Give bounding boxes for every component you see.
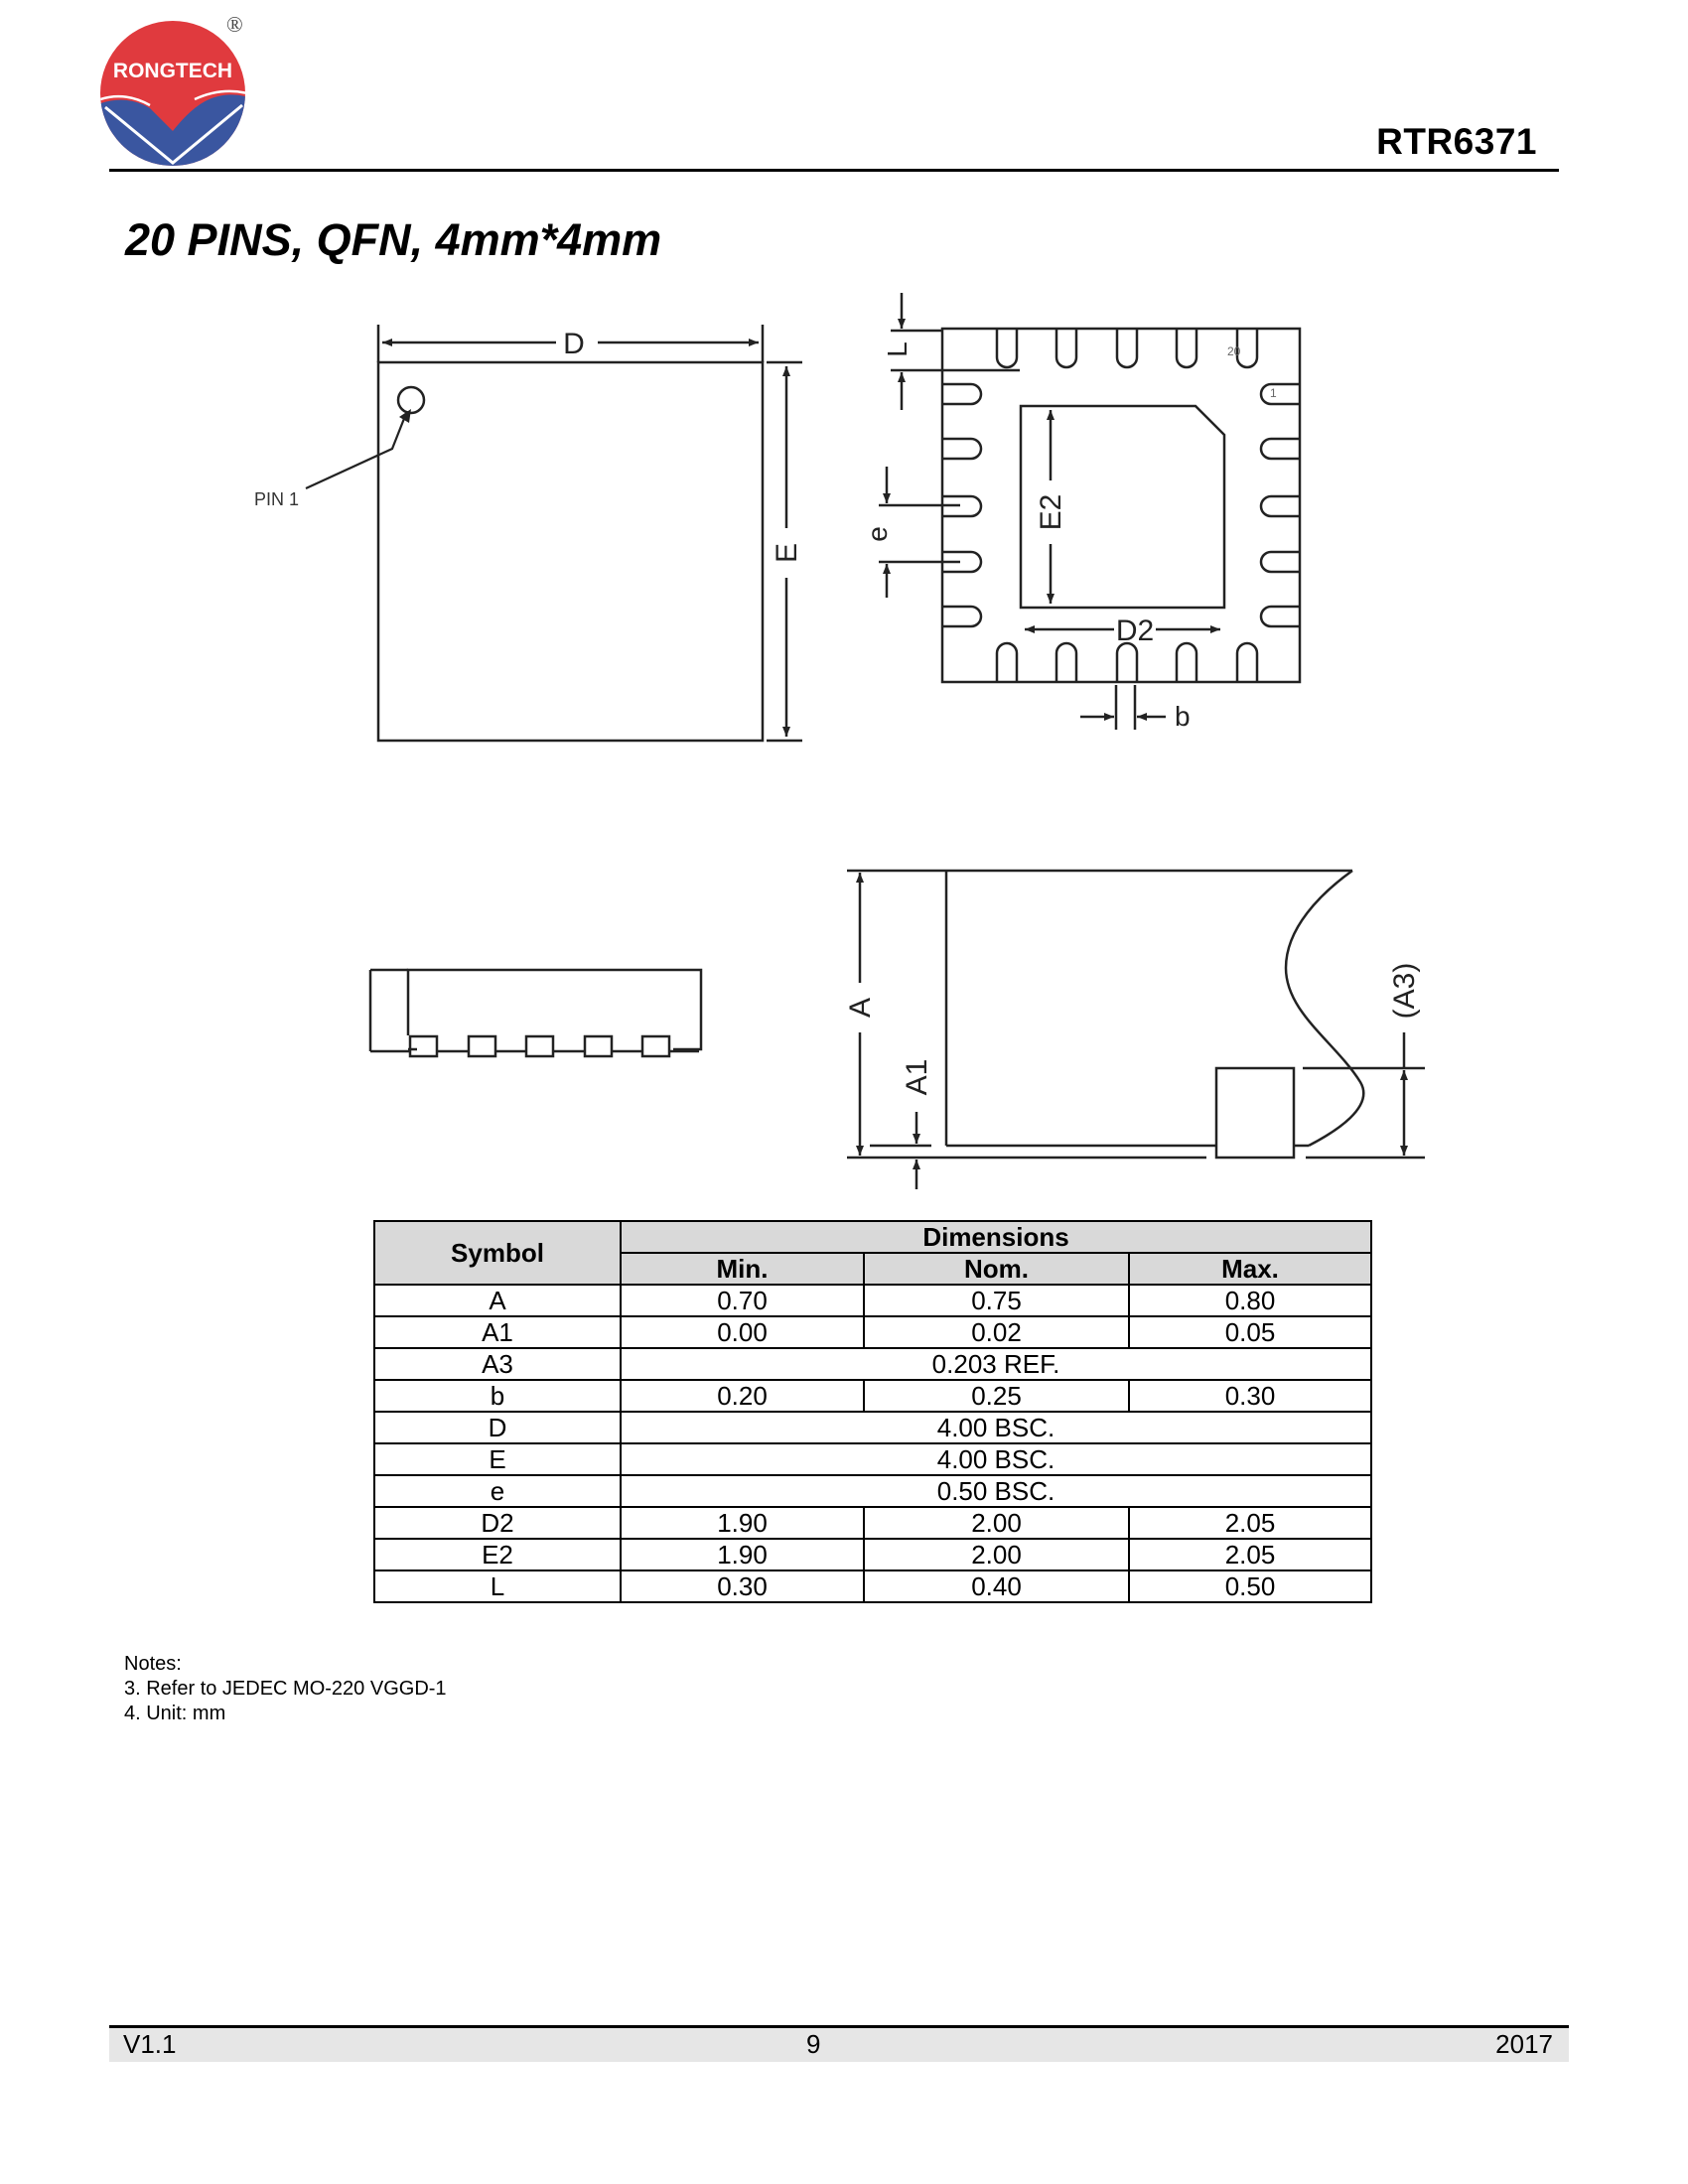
pin20-label: 20 [1227,344,1241,358]
cell-symbol: D [374,1412,621,1443]
note-item: 3. Refer to JEDEC MO-220 VGGD-1 [124,1678,447,1700]
svg-text:RONGTECH: RONGTECH [112,60,233,82]
cell-symbol: A [374,1285,621,1316]
cell-nom: 0.25 [864,1380,1129,1412]
top-view [306,325,802,741]
dim-label-d: D [563,328,585,360]
cell-span: 4.00 BSC. [621,1412,1371,1443]
cell-max: 2.05 [1129,1507,1371,1539]
dim-label-a: A [844,997,877,1019]
notes-heading: Notes: [124,1653,182,1675]
cell-min: 0.20 [621,1380,864,1412]
page-title: 20 PINS, QFN, 4mm*4mm [125,214,662,265]
table-row [374,1412,1371,1443]
table-row [374,1443,1371,1475]
cell-symbol: e [374,1475,621,1507]
cell-span: 0.203 REF. [621,1348,1371,1380]
header-max: Max. [1129,1253,1371,1285]
header-min: Min. [621,1253,864,1285]
dimensions-table [373,1220,1372,1603]
cell-symbol: E2 [374,1539,621,1570]
cell-span: 0.50 BSC. [621,1475,1371,1507]
cell-nom: 2.00 [864,1507,1129,1539]
cell-min: 0.00 [621,1316,864,1348]
note-item: 4. Unit: mm [124,1703,226,1724]
part-number: RTR6371 [1376,121,1537,162]
table-row [374,1507,1371,1539]
cell-max: 0.50 [1129,1570,1371,1602]
pin1-label: PIN 1 [254,489,300,509]
dim-label-l: L [882,341,913,357]
cell-min: 0.70 [621,1285,864,1316]
table-row [374,1539,1371,1570]
cell-nom: 2.00 [864,1539,1129,1570]
cell-symbol: A3 [374,1348,621,1380]
cell-min: 0.30 [621,1570,864,1602]
notes [124,1652,447,1726]
cell-nom: 0.02 [864,1316,1129,1348]
table-row [374,1285,1371,1316]
cell-max: 2.05 [1129,1539,1371,1570]
dim-label-d2: D2 [1115,614,1155,647]
page-number: 9 [806,2029,821,2059]
dim-label-b: b [1175,701,1191,732]
footer-year: 2017 [1495,2029,1553,2059]
cell-max: 0.80 [1129,1285,1371,1316]
header-symbol: Symbol [374,1221,621,1285]
table-row [374,1348,1371,1380]
side-view-small [370,970,701,1056]
table-row [374,1380,1371,1412]
table-row [374,1475,1371,1507]
table-row [374,1570,1371,1602]
footer-bar [109,2028,1569,2062]
dim-label-e: E [771,542,803,564]
dim-label-e2: E2 [1035,493,1067,531]
header-dimensions: Dimensions [621,1221,1371,1253]
dim-label-a1: A1 [901,1058,933,1096]
cell-symbol: b [374,1380,621,1412]
cell-symbol: L [374,1570,621,1602]
cell-max: 0.30 [1129,1380,1371,1412]
pin1-bottom-label: 1 [1270,386,1277,400]
dim-label-e-pitch: e [862,526,893,542]
dim-label-a3: (A3) [1388,962,1421,1020]
cell-nom: 0.40 [864,1570,1129,1602]
header-nom: Nom. [864,1253,1129,1285]
cell-symbol: A1 [374,1316,621,1348]
registered-mark: ® [226,12,243,37]
cell-max: 0.05 [1129,1316,1371,1348]
table-row [374,1316,1371,1348]
footer-version: V1.1 [123,2029,177,2059]
side-view-large [847,871,1425,1189]
bottom-view [879,293,1300,730]
cell-span: 4.00 BSC. [621,1443,1371,1475]
cell-symbol: E [374,1443,621,1475]
cell-symbol: D2 [374,1507,621,1539]
cell-nom: 0.75 [864,1285,1129,1316]
cell-min: 1.90 [621,1507,864,1539]
cell-min: 1.90 [621,1539,864,1570]
